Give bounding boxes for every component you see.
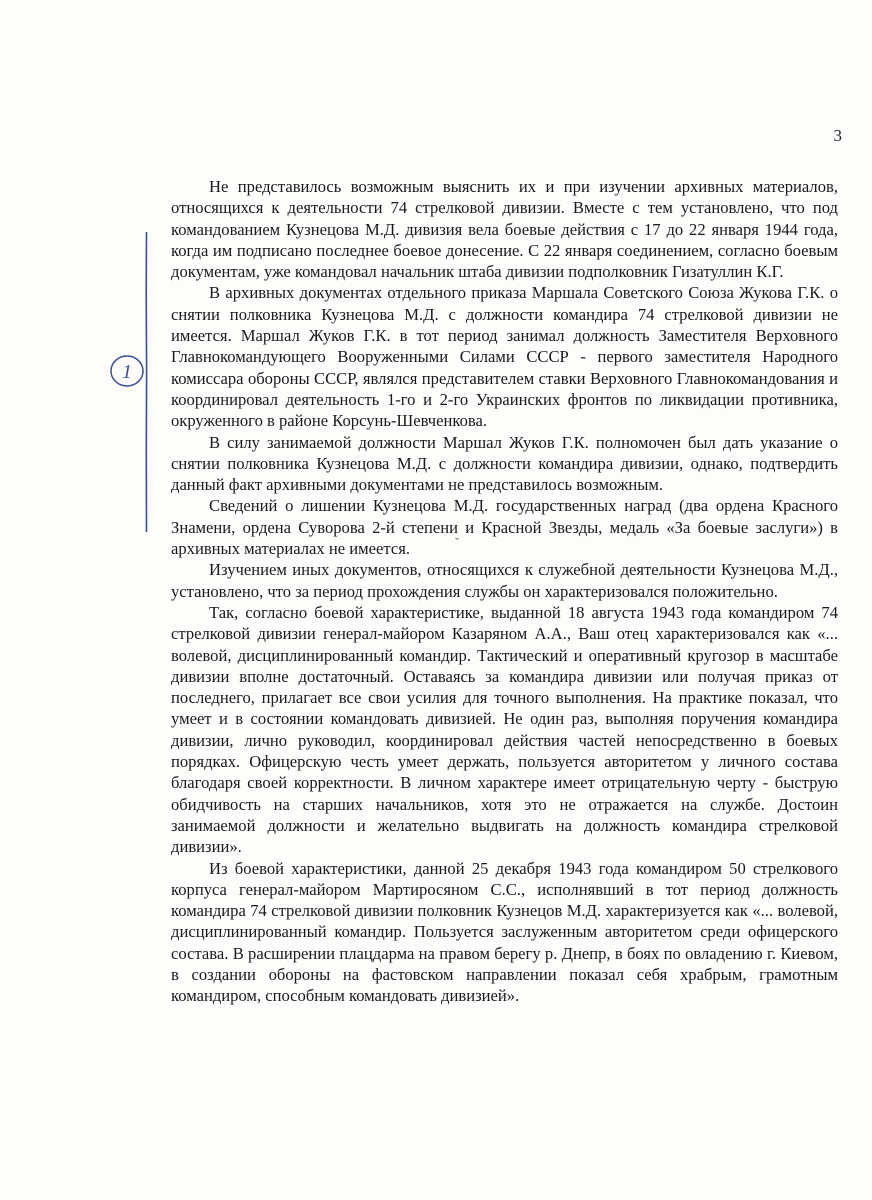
letter-body bbox=[171, 176, 838, 1007]
margin-annotation bbox=[108, 352, 146, 390]
circled-number-mark bbox=[108, 352, 146, 390]
paragraph-1: Не представилось возможным выяснить их и при изучении архивных материалов, относящихся к деятельности 74 стрелковой дивизии. Вместе с тем установлено, что под командованием Кузнецова М.Д. дивизия вела боевые действия с 17 до 22 января 1944 года, когда им подписано последнее боевое донесение. С 22 января соединением, согласно боевым документам, уже командовал начальник штаба дивизии подполковник Гизатуллин К.Г. bbox=[171, 177, 838, 282]
paragraph-2: В архивных документах отдельного приказа Маршала Советского Союза Жукова Г.К. о снятии полковника Кузнецова М.Д. с должности командира 74 стрелковой дивизии не имеется. Маршал Жуков Г.К. в тот период занимал должность Заместителя Верховного Главнокомандующего Вооруженными Силами СССР - первого заместителя Народного комиссара обороны СССР, являлся представителем ставки Верховного Главнокомандования и координировал деятельность 1-го и 2-го Украинских фронтов по ликвидации противника, окруженного в районе Корсунь-Шевченкова. bbox=[171, 283, 838, 431]
stray-ink-mark: ˇ bbox=[455, 535, 459, 549]
page-number: 3 bbox=[833, 126, 842, 145]
paragraph-5: Изучением иных документов, относящихся к служебной деятельности Кузнецова М.Д., установлено, что за период прохождения службы он характеризовался положительно. bbox=[171, 560, 838, 601]
paragraph-4: Сведений о лишении Кузнецова М.Д. государственных наград (два ордена Красного Знамени, ордена Суворова 2-й степени и Красной Звезды, медаль «За боевые заслуги») в архивных материалах не имеется. bbox=[171, 496, 838, 559]
paragraph-6: Так, согласно боевой характеристике, выданной 18 августа 1943 года командиром 74 стрелковой дивизии генерал-майором Казаряном А.А., Ваш отец характеризовался как «... волевой, дисциплинированный командир. Тактический и оперативный кругозор в масштабе дивизии вполне достаточный. Оставаясь за командира дивизии или получая приказ от последнего, прилагает все свои усилия для точного выполнения. На практике показал, что умеет и в состоянии командовать дивизией. Не один раз, выполняя поручения командира дивизии, лично руководил, координировал действия частей непосредственно в боевых порядках. Офицерскую честь умеет держать, пользуется авторитетом у личного состава благодаря своей корректности. В личном характере имеет отрицательную черту - быструю обидчивость на старших начальников, хотя это не отражается на службе. Достоин занимаемой должности и желательно выдвигать на должность командира стрелковой дивизии». bbox=[171, 602, 838, 857]
margin-annotation-label: 1 bbox=[122, 361, 132, 383]
paragraph-7: Из боевой характеристики, данной 25 декабря 1943 года командиром 50 стрелкового корпуса генерал-майором Мартиросяном С.С., исполнявший в тот период должность командира 74 стрелковой дивизии полковник Кузнецов М.Д. характеризуется как «... волевой, дисциплинированный командир. Пользуется заслуженным авторитетом среди офицерского состава. В расширении плацдарма на правом берегу р. Днепр, в боях по овладению г. Киевом, в создании обороны на фастовском направлении показал себя храбрым, грамотным командиром, способным командовать дивизией». bbox=[171, 858, 838, 1006]
paragraph-3: В силу занимаемой должности Маршал Жуков Г.К. полномочен был дать указание о снятии полковника Кузнецова М.Д. с должности командира дивизии, однако, подтвердить данный факт архивными документами не представилось возможным. bbox=[171, 432, 838, 495]
